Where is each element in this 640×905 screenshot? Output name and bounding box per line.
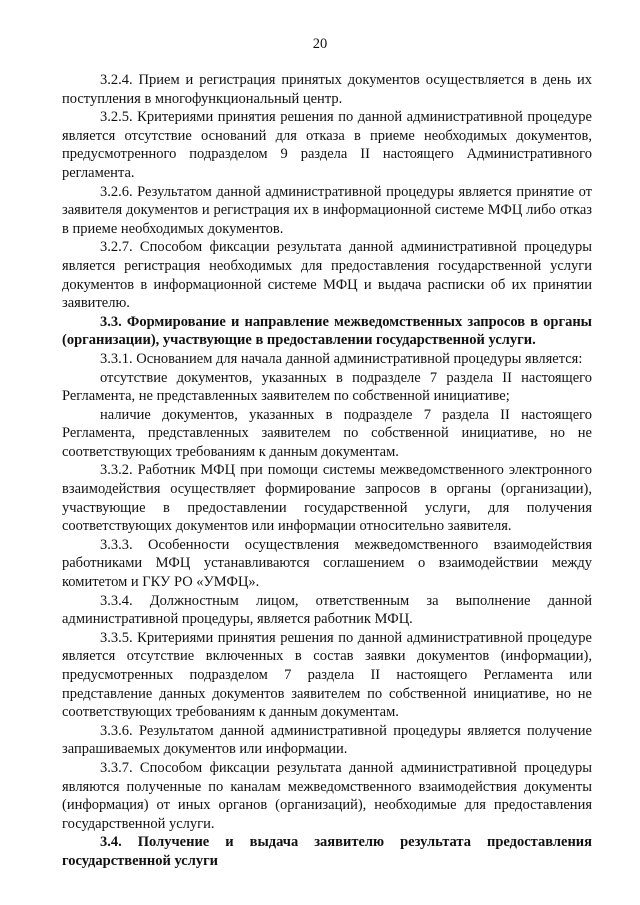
paragraph-3-3-2: 3.3.2. Работник МФЦ при помощи системы межведомственного электронного взаимодействия осуществляет формирование запросов в органы (организации), участвующие в предоставлении государственной услуги, для получения соответствующих документов или информации относительно заявителя. bbox=[62, 462, 592, 535]
paragraph-3-3-6: 3.3.6. Результатом данной административной процедуры является получение запрашиваемых документов или информации. bbox=[62, 722, 592, 758]
paragraph-condition-absence: отсутствие документов, указанных в подразделе 7 раздела II настоящего Регламента, не представленных заявителем по собственной инициативе; bbox=[62, 369, 592, 405]
paragraph-3-3-5: 3.3.5. Критериями принятия решения по данной административной процедуре является отсутствие включенных в состав заявки документов (информации), предусмотренных подразделом 7 раздела II настоящего Регламента или представление данных документов заявителем по собственной инициативе, но не соответствующих требованиям к данным документам. bbox=[62, 629, 592, 721]
section-heading-3-4: 3.4. Получение и выдача заявителю результата предоставления государственной услуги bbox=[62, 834, 592, 869]
paragraph-3-2-4: 3.2.4. Прием и регистрация принятых документов осуществляется в день их поступления в многофункциональный центр. bbox=[62, 72, 592, 107]
paragraph-3-2-7: 3.2.7. Способом фиксации результата данной административной процедуры является регистрация необходимых для предоставления государственной услуги документов в информационной системе МФЦ и выдача расписки об их принятии заявителю. bbox=[62, 239, 592, 312]
paragraph-3-3-3: 3.3.3. Особенности осуществления межведомственного взаимодействия работниками МФЦ устанавливаются соглашением о взаимодействии между комитетом и ГКУ РО «УМФЦ». bbox=[62, 536, 592, 591]
section-heading-3-3: 3.3. Формирование и направление межведомственных запросов в органы (организации), участвующие в предоставлении государственной услуги. bbox=[62, 313, 592, 349]
paragraph-3-2-5: 3.2.5. Критериями принятия решения по данной административной процедуре является отсутствие оснований для отказа в приеме необходимых документов, предусмотренного подразделом 9 раздела II настоящего Административного регламента. bbox=[62, 109, 592, 181]
paragraph-3-3-4: 3.3.4. Должностным лицом, ответственным за выполнение данной административной процедуры, является работник МФЦ. bbox=[62, 592, 592, 628]
page-number: 20 bbox=[312, 36, 328, 52]
document-body bbox=[62, 71, 592, 871]
paragraph-3-3-1: 3.3.1. Основанием для начала данной административной процедуры является: bbox=[100, 350, 583, 367]
paragraph-3-3-7: 3.3.7. Способом фиксации результата данной административной процедуры являются полученные по каналам межведомственного взаимодействия документы (информация) от иных органов (организаций), необходимые для предоставления государственной услуги. bbox=[62, 759, 592, 832]
paragraph-condition-presence: наличие документов, указанных в подразделе 7 раздела II настоящего Регламента, представленных заявителем по собственной инициативе, но не соответствующих требованиям к данным документам. bbox=[62, 406, 592, 460]
paragraph-3-2-6: 3.2.6. Результатом данной административной процедуры является принятие от заявителя документов и регистрация их в информационной системе МФЦ либо отказ в приеме необходимых документов. bbox=[62, 183, 592, 237]
